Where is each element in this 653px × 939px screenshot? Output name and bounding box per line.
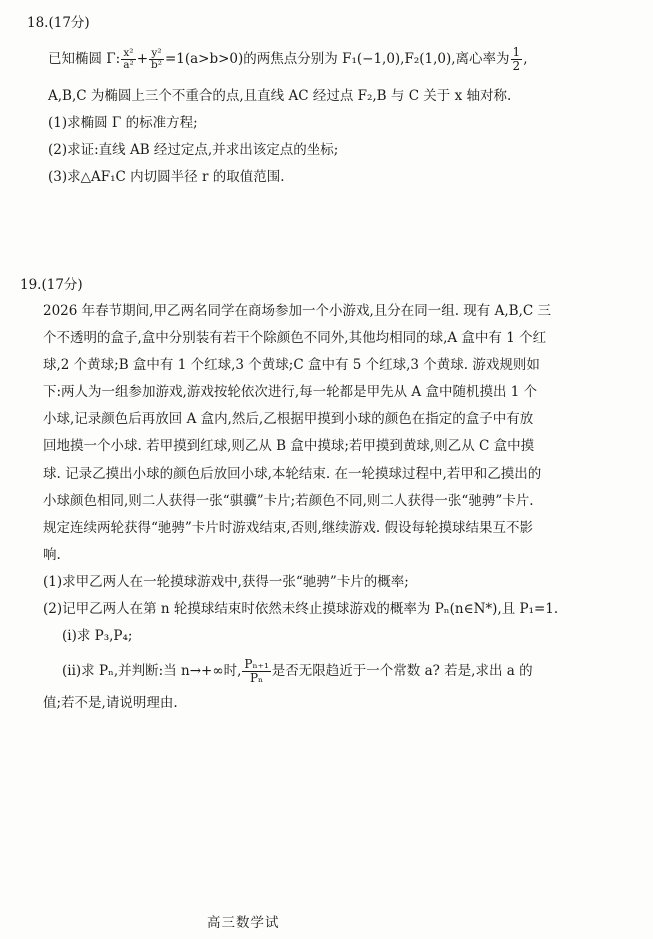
q19-sub-i: (i)求 P₃,P₄;: [62, 628, 133, 644]
fraction-y2-b2: [149, 48, 164, 71]
q18-line1-prefix: 已知椭圆 Γ:: [48, 51, 121, 67]
frac-y-num: y²: [151, 47, 162, 59]
fraction-eccentricity: [511, 46, 523, 73]
frac-x-num: x²: [123, 47, 134, 59]
q18-part1: (1)求椭圆 Γ 的标准方程;: [48, 115, 198, 131]
q19-sub-ii: [62, 658, 533, 685]
q19-para-line-6: 回地摸一个小球. 若甲摸到红球,则乙从 B 盒中摸球;若甲摸到黄球,则乙从 C 盒中摸: [43, 438, 535, 454]
q19-para-line-4: 下:两人为一组参加游戏,游戏按轮依次进行,每一轮都是甲先从 A 盒中随机摸出 1 个: [43, 384, 538, 400]
q19-para-line-9: 规定连续两轮获得“驰骋”卡片时游戏结束,否则,继续游戏. 假设每轮摸球结果互不影: [43, 520, 533, 536]
q19-para-line-1: 2026 年春节期间,甲乙两名同学在商场参加一个小游戏,且分在同一组. 现有 A,B,C 三: [43, 303, 551, 319]
q18-header: 18.(17分): [27, 15, 90, 31]
q19-para-line-7: 球. 记录乙摸出小球的颜色后放回小球,本轮结束. 在一轮摸球过程中,若甲和乙摸出的: [43, 466, 542, 482]
q19-para-line-8: 小球颜色相同,则二人获得一张“骐骥”卡片;若颜色不同,则二人获得一张“驰骋”卡片.: [43, 493, 534, 509]
q19-para-line-2: 个不透明的盒子,盒中分别装有若干个除颜色不同外,其他均相同的球,A 盒中有 1 个红: [43, 330, 547, 346]
q18-part2: (2)求证:直线 AB 经过定点,并求出该定点的坐标;: [48, 142, 339, 158]
q19-sub-ii-line2: 值;若不是,请说明理由.: [43, 695, 178, 711]
plus-sign: +: [136, 51, 149, 67]
q19-para-line-5: 小球,记录颜色后再放回 A 盒内,然后,乙根据甲摸到小球的颜色在指定的盒子中有放: [43, 411, 534, 427]
page-footer: 高三数学试: [207, 915, 280, 931]
q19-para-line-3: 球,2 个黄球;B 盒中有 1 个红球,3 个黄球;C 盒中有 5 个红球,3 个黄球. 游戏规则如: [43, 357, 540, 373]
fraction-ratio: [242, 658, 270, 685]
q19-part2: (2)记甲乙两人在第 n 轮摸球结束时依然未终止摸球游戏的概率为 Pₙ(n∈N*),且 P₁=1.: [43, 601, 559, 617]
frac-y-den: b²: [151, 59, 162, 71]
q19-header: 19.(17分): [20, 277, 83, 293]
ecc-den: 2: [512, 59, 521, 73]
q19-part1: (1)求甲乙两人在一轮摸球游戏中,获得一张“驰骋”卡片的概率;: [43, 574, 409, 590]
q19-para-line-10: 响.: [43, 547, 61, 563]
q19-sub-ii-prefix: (ii)求 Pₙ,并判断:当 n→+∞时,: [62, 663, 242, 679]
q18-part3: (3)求△AF₁C 内切圆半径 r 的取值范围.: [48, 169, 285, 185]
q19-sub-ii-suffix: 是否无限趋近于一个常数 a? 若是,求出 a 的: [271, 663, 533, 679]
q18-line1: [48, 46, 527, 73]
q18-line1-end: ,: [523, 51, 528, 67]
ratio-num: Pₙ₊₁: [244, 657, 269, 671]
fraction-x2-a2: [121, 48, 135, 71]
frac-x-den: a²: [123, 59, 134, 71]
q18-line1-mid: =1(a>b>0)的两焦点分别为 F₁(−1,0),F₂(1,0),离心率为: [164, 51, 510, 67]
ecc-num: 1: [512, 45, 521, 59]
q18-line2: A,B,C 为椭圆上三个不重合的点,且直线 AC 经过点 F₂,B 与 C 关于 x 轴对称.: [48, 88, 512, 104]
ratio-den: Pₙ: [242, 671, 270, 685]
